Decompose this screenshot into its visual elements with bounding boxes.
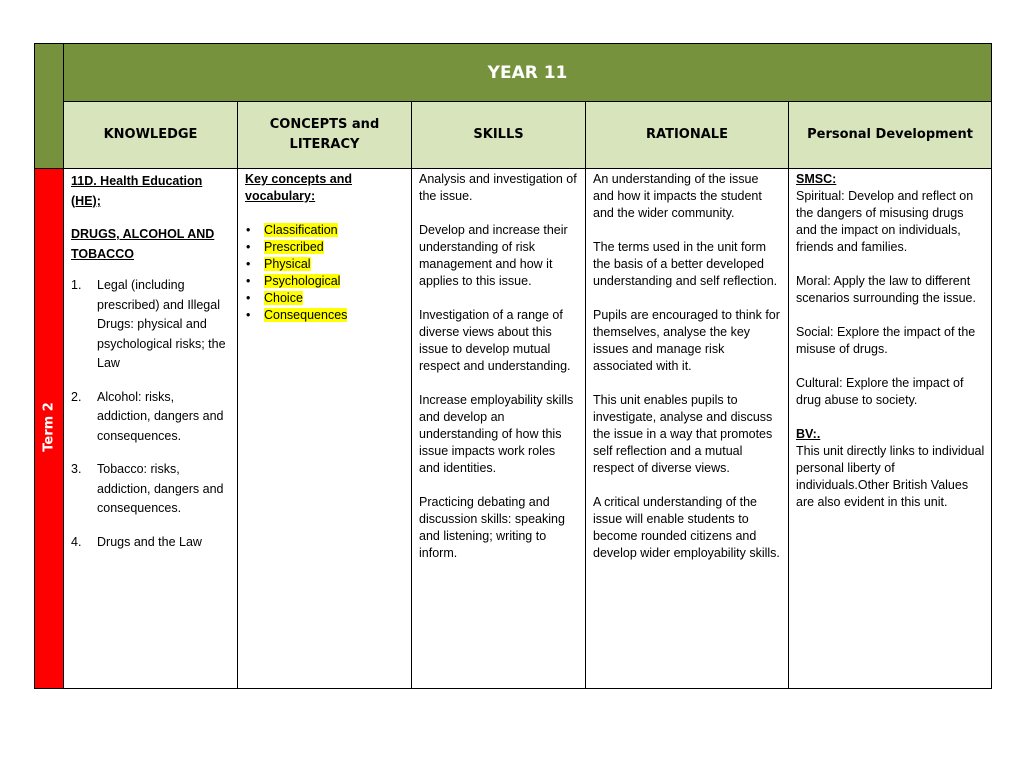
header-rationale: RATIONALE — [586, 102, 789, 169]
skills-cell — [412, 169, 586, 689]
knowledge-list — [71, 276, 231, 552]
rationale-paragraph: A critical understanding of the issue will enable students to become rounded citizens and develop wider employability skills. — [593, 495, 780, 560]
curriculum-table — [34, 43, 992, 689]
concepts-title: Key concepts and vocabulary: — [245, 172, 352, 203]
personal-development-cell — [789, 169, 992, 689]
vocabulary-item: • Choice — [245, 290, 405, 307]
social-text: Social: Explore the impact of the misuse of drugs. — [796, 325, 976, 356]
knowledge-cell — [64, 169, 238, 689]
skills-paragraph: Increase employability skills and develop an understanding of how this issue impacts work roles and identities. — [419, 393, 574, 475]
term-label: Term 2 — [41, 402, 57, 452]
vocabulary-item: • Prescribed — [245, 239, 405, 256]
knowledge-item: 3. Tobacco: risks, addiction, dangers and consequences. — [71, 462, 224, 515]
rationale-paragraph: An understanding of the issue and how it impacts the student and the wider community. — [593, 172, 762, 220]
header-concepts-line1: CONCEPTS and — [269, 117, 380, 132]
vocabulary-item: • Consequences — [245, 307, 405, 324]
knowledge-title: 11D. Health Education (HE); — [71, 174, 203, 208]
skills-paragraph: Practicing debating and discussion skills: speaking and listening; writing to inform. — [419, 495, 565, 560]
header-concepts — [238, 102, 412, 169]
header-knowledge: KNOWLEDGE — [64, 102, 238, 169]
rationale-paragraph: The terms used in the unit form the basis of a better developed understanding and self reflection. — [593, 240, 778, 288]
rationale-cell — [586, 169, 789, 689]
header-skills: SKILLS — [412, 102, 586, 169]
bv-text: This unit directly links to individual personal liberty of individuals.Other British Values are also evident in this unit. — [796, 444, 985, 509]
moral-text: Moral: Apply the law to different scenarios surrounding the issue. — [796, 274, 976, 305]
vocabulary-item: • Physical — [245, 256, 405, 273]
vocabulary-list — [245, 222, 405, 324]
concepts-cell — [238, 169, 412, 689]
year-title: YEAR 11 — [64, 44, 992, 102]
side-header-cell — [35, 44, 64, 169]
vocabulary-item: • Classification — [245, 222, 405, 239]
bv-label: BV:. — [796, 427, 821, 441]
knowledge-item: 2. Alcohol: risks, addiction, dangers and consequences. — [71, 389, 224, 443]
knowledge-item: 1. Legal (including prescribed) and Illegal Drugs: physical and psychological risks; the Law — [71, 278, 226, 370]
knowledge-subtitle: DRUGS, ALCOHOL AND TOBACCO — [71, 227, 215, 261]
vocabulary-item: • Psychological — [245, 273, 405, 290]
rationale-paragraph: Pupils are encouraged to think for themselves, analyse the key issues and manage risk associated with it. — [593, 308, 780, 373]
skills-paragraph: Investigation of a range of diverse views about this issue to develop mutual respect and understanding. — [419, 308, 571, 373]
smsc-label: SMSC: — [796, 172, 837, 186]
header-concepts-line2: LITERACY — [289, 137, 360, 152]
skills-paragraph: Analysis and investigation of the issue. — [419, 172, 577, 203]
spiritual-text: Spiritual: Develop and reflect on the dangers of misusing drugs and the impact on individuals, friends and families. — [796, 189, 974, 254]
term-cell — [35, 169, 64, 689]
skills-paragraph: Develop and increase their understanding of risk management and how it applies to this issue. — [419, 223, 568, 288]
rationale-paragraph: This unit enables pupils to investigate, analyse and discuss the issue in a way that promotes self reflection and a mutual respect of diverse views. — [593, 393, 773, 475]
cultural-text: Cultural: Explore the impact of drug abuse to society. — [796, 376, 964, 407]
knowledge-item: 4. Drugs and the Law — [71, 534, 202, 549]
header-personal-development: Personal Development — [789, 102, 992, 169]
